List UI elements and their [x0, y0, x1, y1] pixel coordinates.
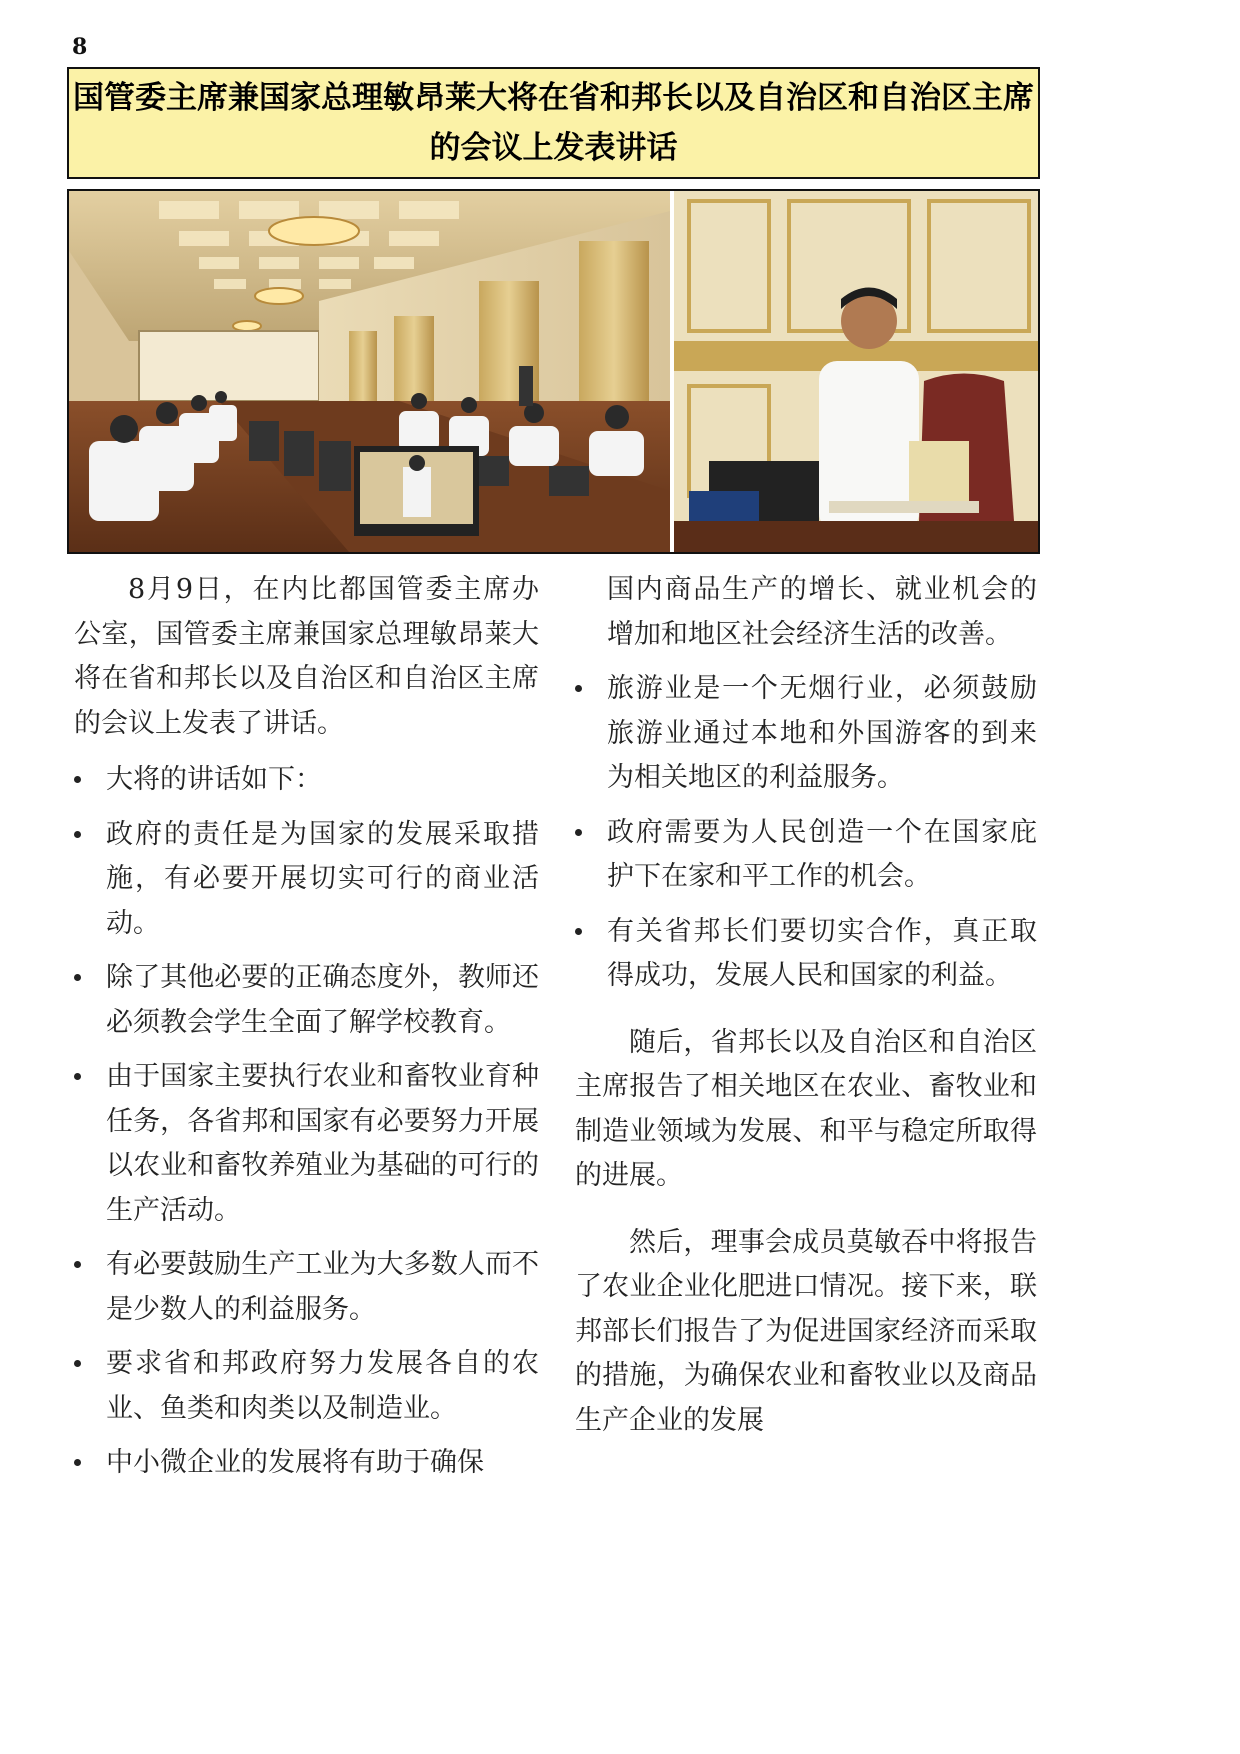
bullet-icon: [575, 685, 582, 692]
list-item: 大将的讲话如下：: [74, 758, 539, 803]
speech-points-list-continued: [575, 568, 1037, 999]
photo-collage: [67, 189, 1040, 554]
list-item: 要求省和邦政府努力发展各自的农业、鱼类和肉类以及制造业。: [74, 1342, 539, 1431]
bullet-icon: [74, 1360, 81, 1367]
list-item: 政府需要为人民创造一个在国家庇护下在家和平工作的机会。: [575, 811, 1037, 900]
left-column: [74, 568, 539, 1496]
bullet-icon: [575, 928, 582, 935]
intro-paragraph: 8月9日，在内比都国管委主席办公室，国管委主席兼国家总理敏昂莱大将在省和邦长以及自治区和自治区主席的会议上发表了讲话。: [74, 574, 539, 739]
meeting-hall-photo: [69, 191, 670, 552]
list-item: 有必要鼓励生产工业为大多数人而不是少数人的利益服务。: [74, 1243, 539, 1332]
photo-collage-graphic: [69, 191, 1038, 552]
list-item: 政府的责任是为国家的发展采取措施，有必要开展切实可行的商业活动。: [74, 813, 539, 947]
speaker-photo: [674, 191, 1038, 552]
page-number: 8: [72, 34, 88, 60]
bullet-icon: [74, 1073, 81, 1080]
list-item: 除了其他必要的正确态度外，教师还必须教会学生全面了解学校教育。: [74, 956, 539, 1045]
headline-box: [67, 67, 1040, 179]
list-item: 由于国家主要执行农业和畜牧业育种任务，各省邦和国家有必要努力开展以农业和畜牧养殖业为基础的可行的生产活动。: [74, 1055, 539, 1233]
report-paragraph: 随后，省邦长以及自治区和自治区主席报告了相关地区在农业、畜牧业和制造业领域为发展、和平与稳定所取得的进展。: [575, 1026, 1037, 1191]
headline: 国管委主席兼国家总理敏昂莱大将在省和邦长以及自治区和自治区主席的会议上发表讲话: [73, 80, 1034, 166]
minister-report-paragraph: 然后，理事会成员莫敏吞中将报告了农业企业化肥进口情况。接下来，联邦部长们报告了为促进国家经济而采取的措施，为确保农业和畜牧业以及商品生产企业的发展: [575, 1226, 1037, 1436]
bullet-icon: [74, 776, 81, 783]
list-item: 旅游业是一个无烟行业，必须鼓励旅游业通过本地和外国游客的到来为相关地区的利益服务。: [575, 667, 1037, 801]
bullet-icon: [74, 1261, 81, 1268]
list-item: 有关省邦长们要切实合作，真正取得成功，发展人民和国家的利益。: [575, 910, 1037, 999]
bullet-icon: [74, 831, 81, 838]
bullet-icon: [74, 974, 81, 981]
speech-points-list: [74, 758, 539, 1486]
bullet-icon: [575, 829, 582, 836]
list-item-continued: 国内商品生产的增长、就业机会的增加和地区社会经济生活的改善。: [607, 574, 1037, 650]
right-column: [575, 568, 1037, 1443]
bullet-icon: [74, 1459, 81, 1466]
list-item: 中小微企业的发展将有助于确保: [74, 1441, 539, 1486]
